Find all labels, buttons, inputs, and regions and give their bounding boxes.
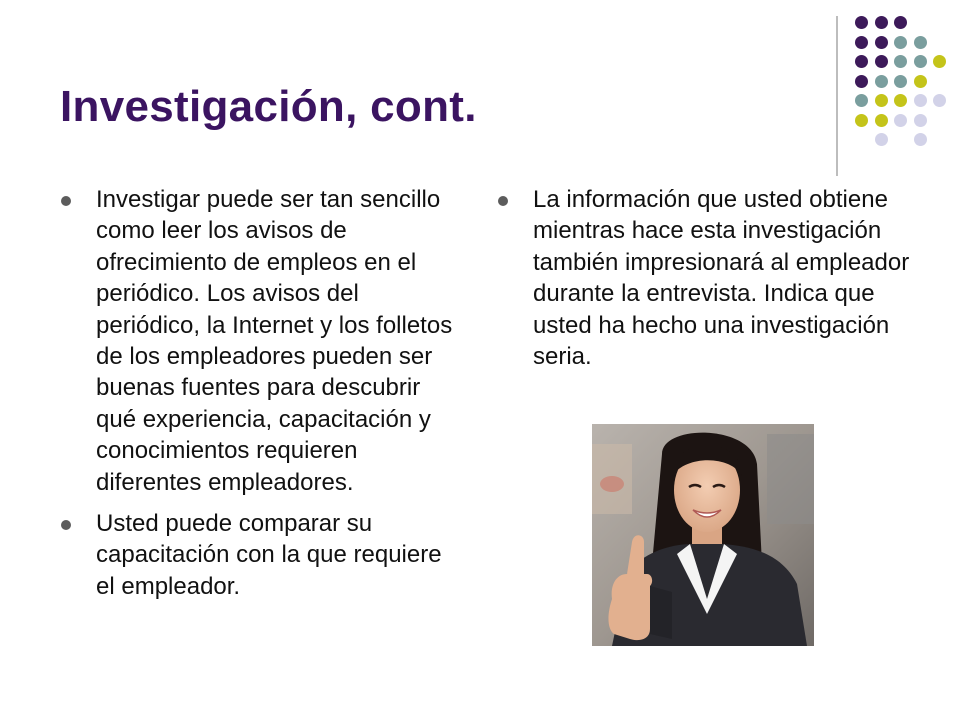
bullet-item: La información que usted obtiene mientras hace esta investigación también impresionará al empleador durante la entrevista. Indica que usted ha hecho una investigación seria. bbox=[497, 184, 917, 372]
left-column bbox=[60, 184, 460, 602]
left-bullet-list bbox=[60, 184, 460, 602]
decorative-dot bbox=[914, 94, 927, 107]
decorative-dot bbox=[894, 36, 907, 49]
decorative-dot bbox=[914, 133, 927, 146]
decorative-divider-line bbox=[836, 16, 838, 176]
decorative-dot bbox=[894, 55, 907, 68]
bullet-item: Usted puede comparar su capacitación con la que requiere el empleador. bbox=[60, 508, 460, 602]
decorative-dot bbox=[855, 36, 868, 49]
slide-title: Investigación, cont. bbox=[60, 82, 477, 131]
decorative-dot bbox=[914, 36, 927, 49]
decorative-dot bbox=[914, 75, 927, 88]
decorative-dot bbox=[875, 75, 888, 88]
decorative-dot bbox=[875, 16, 888, 29]
decorative-dot bbox=[933, 94, 946, 107]
bullet-item: Investigar puede ser tan sencillo como leer los avisos de ofrecimiento de empleos en el periódico. Los avisos del periódico, la Internet y los folletos de los empleadores pueden ser buenas fuentes para descubrir qué experiencia, capacitación y conocimientos requieren diferentes empleadores. bbox=[60, 184, 460, 498]
decorative-dot bbox=[894, 16, 907, 29]
decorative-dot bbox=[894, 114, 907, 127]
right-bullet-list bbox=[497, 184, 917, 372]
businesswoman-photo bbox=[592, 424, 814, 646]
decorative-dot bbox=[914, 114, 927, 127]
decorative-dot bbox=[914, 55, 927, 68]
decorative-dot bbox=[875, 94, 888, 107]
right-column bbox=[497, 184, 917, 372]
decorative-dot bbox=[875, 114, 888, 127]
decorative-dot bbox=[933, 55, 946, 68]
decorative-dot bbox=[855, 114, 868, 127]
decorative-dot bbox=[894, 94, 907, 107]
decorative-dot bbox=[855, 75, 868, 88]
decorative-dot bbox=[875, 133, 888, 146]
decorative-dot bbox=[855, 94, 868, 107]
decorative-dot bbox=[894, 75, 907, 88]
decorative-dot bbox=[855, 55, 868, 68]
decorative-dot bbox=[875, 55, 888, 68]
decorative-dot bbox=[875, 36, 888, 49]
decorative-dot bbox=[855, 16, 868, 29]
